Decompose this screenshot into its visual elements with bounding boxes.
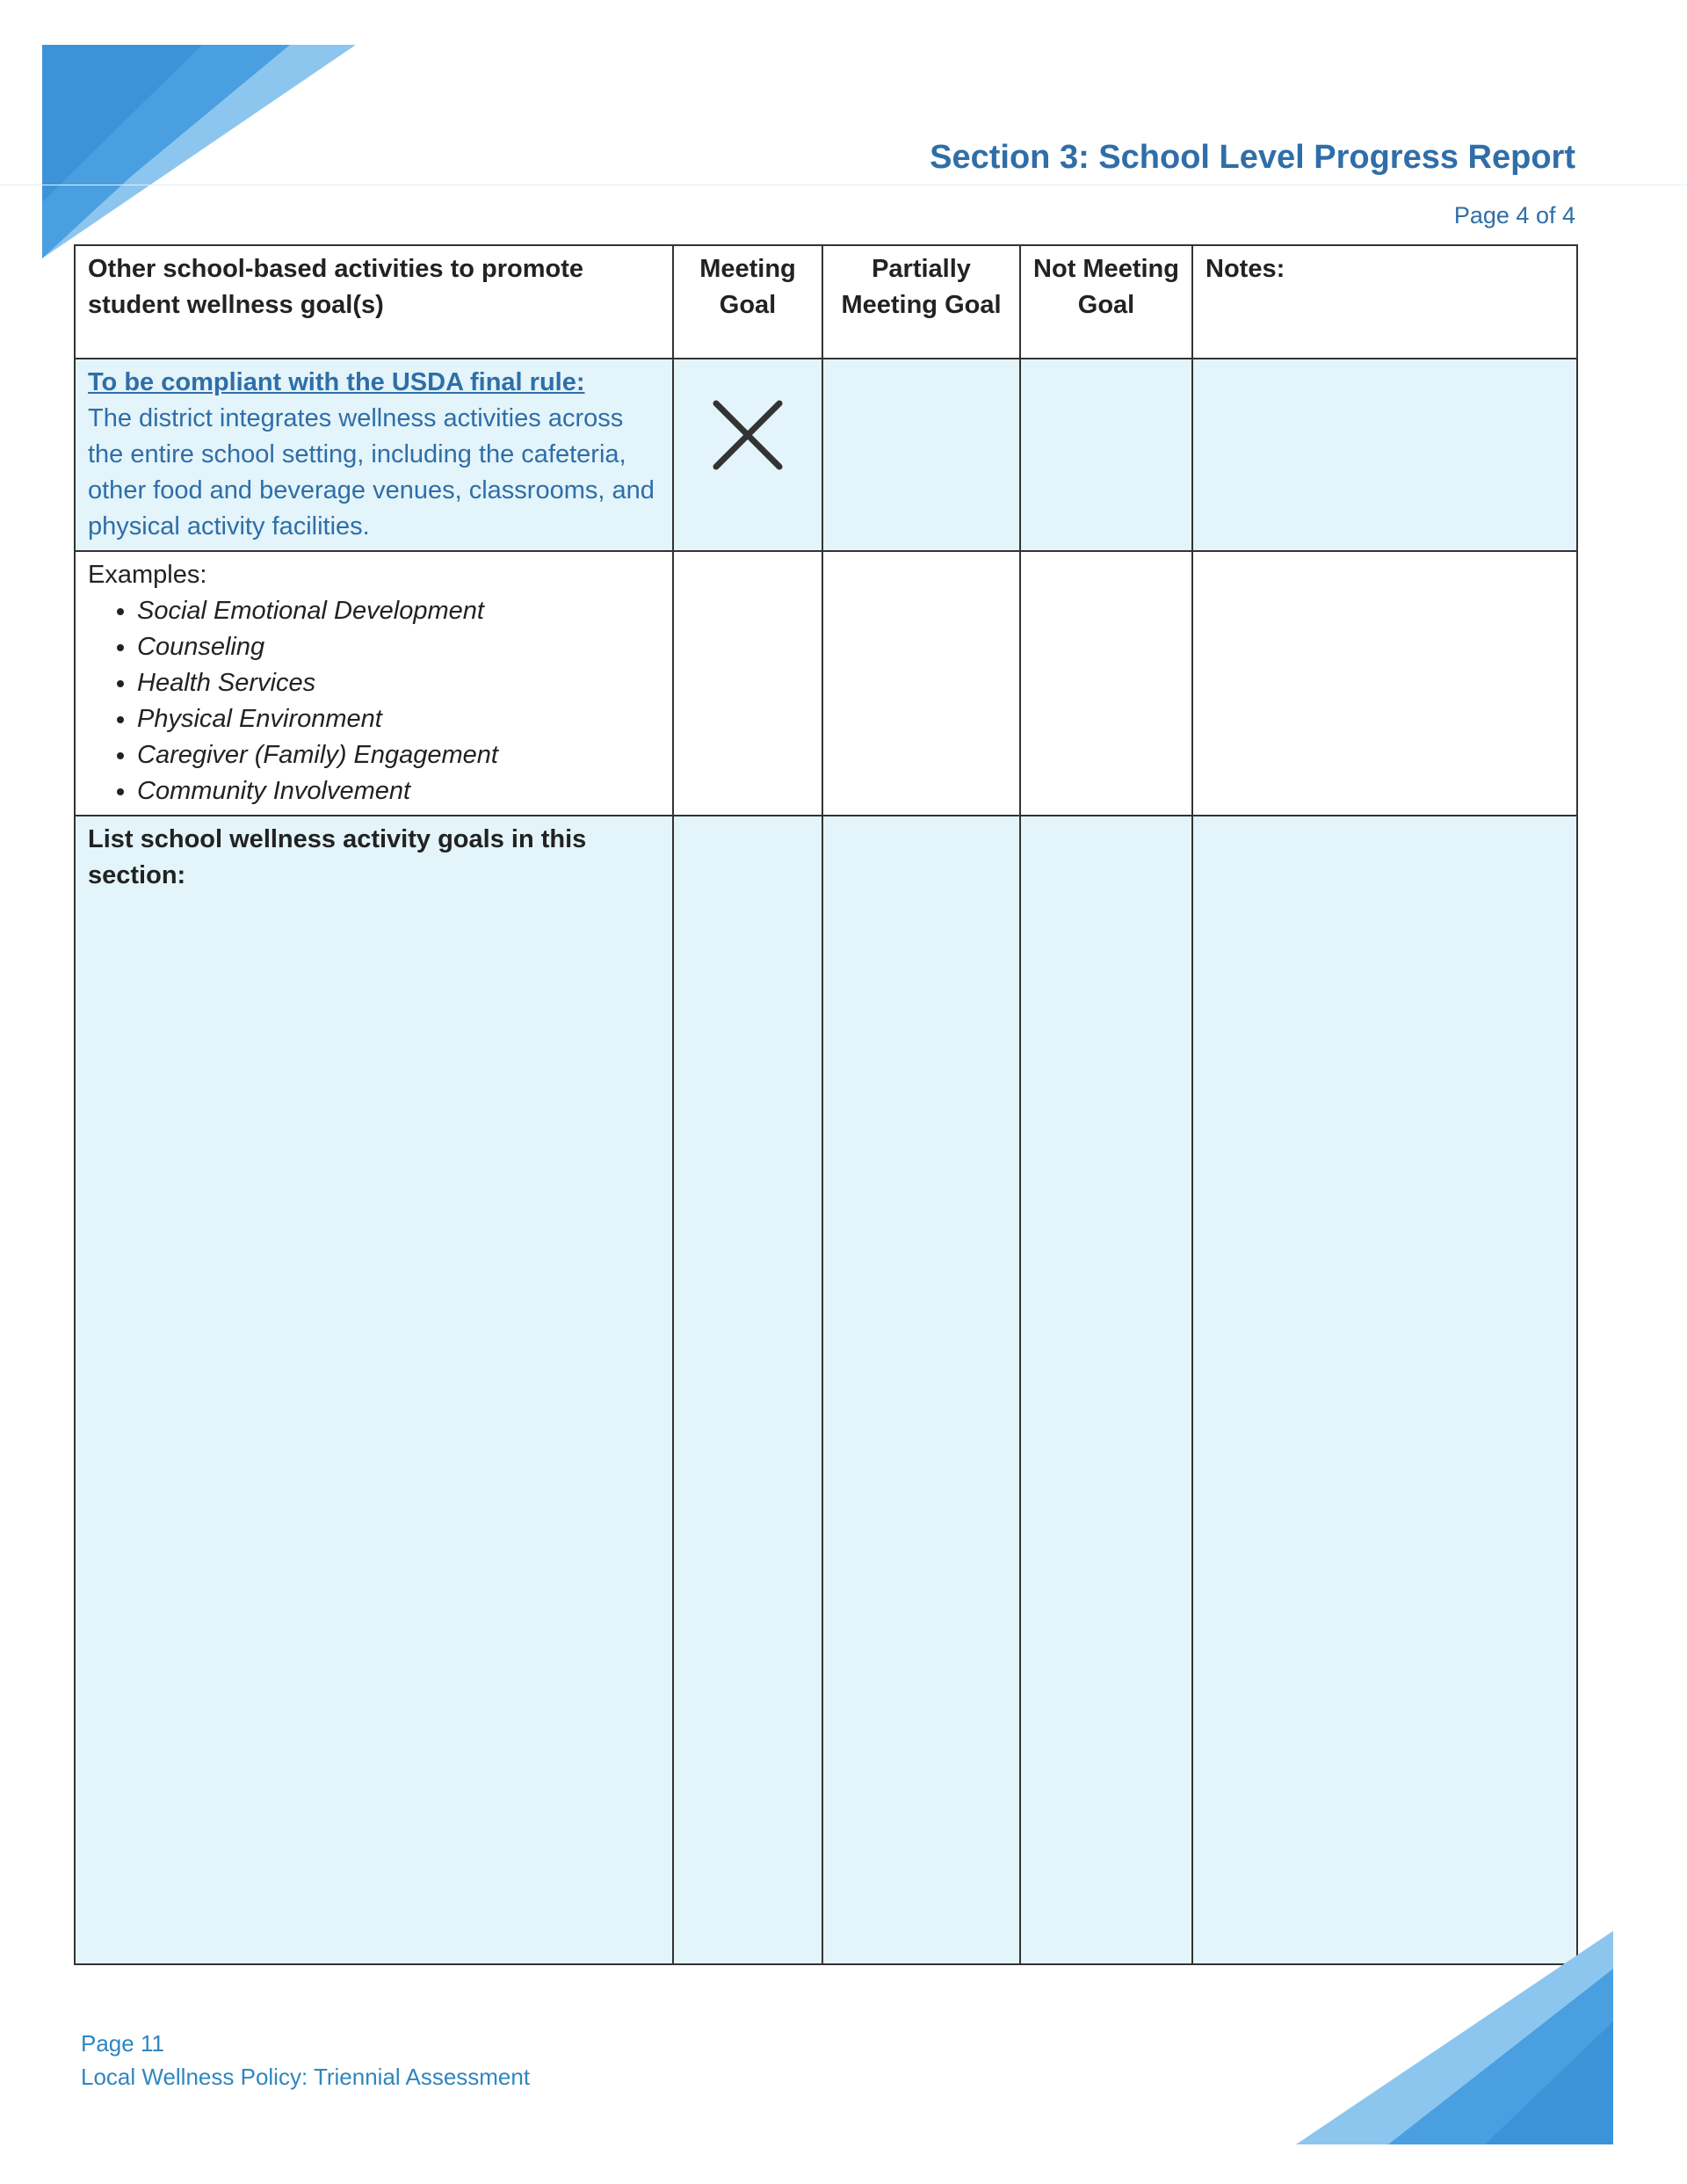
column-header-partially: Partially Meeting Goal [822, 245, 1020, 359]
not-meeting-cell[interactable] [1020, 816, 1192, 1964]
corner-decoration-bottom-right [1283, 1916, 1634, 2162]
list-item: • Health Services [137, 665, 660, 701]
section-title: Section 3: School Level Progress Report [930, 139, 1575, 176]
notes-cell[interactable] [1192, 551, 1577, 816]
examples-cell [75, 551, 673, 816]
column-header-meeting: Meeting Goal [673, 245, 822, 359]
corner-decoration-top-left [0, 0, 369, 272]
footer-page-number: Page 11 [81, 2030, 164, 2057]
meeting-goal-cell[interactable] [673, 816, 822, 1964]
column-header-activities: Other school-based activities to promote student wellness goal(s) [75, 245, 673, 359]
table-header-row [75, 245, 1577, 359]
list-item: • Social Emotional Development [137, 593, 660, 629]
notes-cell[interactable] [1192, 816, 1577, 1964]
x-mark-icon [713, 400, 783, 470]
usda-rule-text: The district integrates wellness activities across the entire school setting, including the cafeteria, other food and beverage venues, classrooms, and physical activity facilities. [88, 404, 655, 541]
examples-list [88, 593, 660, 809]
page-indicator: Page 4 of 4 [1453, 202, 1575, 229]
not-meeting-cell[interactable] [1020, 551, 1192, 816]
not-meeting-cell[interactable] [1020, 359, 1192, 551]
column-header-not-meeting: Not Meeting Goal [1020, 245, 1192, 359]
examples-label: Examples: [88, 561, 207, 589]
meeting-goal-cell[interactable] [673, 551, 822, 816]
partially-cell[interactable] [822, 359, 1020, 551]
list-item: • Caregiver (Family) Engagement [137, 737, 660, 773]
meeting-goal-cell[interactable] [673, 359, 822, 551]
table-row [75, 551, 1577, 816]
goals-label: List school wellness activity goals in this section: [88, 825, 587, 889]
list-item: • Community Involvement [137, 773, 660, 809]
usda-rule-cell [75, 359, 673, 551]
notes-cell[interactable] [1192, 359, 1577, 551]
footer-document-title: Local Wellness Policy: Triennial Assessment [81, 2064, 531, 2090]
goals-cell[interactable] [75, 816, 673, 1964]
table-row [75, 816, 1577, 1964]
footer [81, 2027, 530, 2093]
column-header-notes: Notes: [1192, 245, 1577, 359]
list-item: • Physical Environment [137, 701, 660, 737]
partially-cell[interactable] [822, 551, 1020, 816]
usda-rule-heading: To be compliant with the USDA final rule: [88, 368, 585, 396]
table-row [75, 359, 1577, 551]
list-item: • Counseling [137, 629, 660, 665]
progress-table [74, 244, 1578, 1965]
partially-cell[interactable] [822, 816, 1020, 1964]
